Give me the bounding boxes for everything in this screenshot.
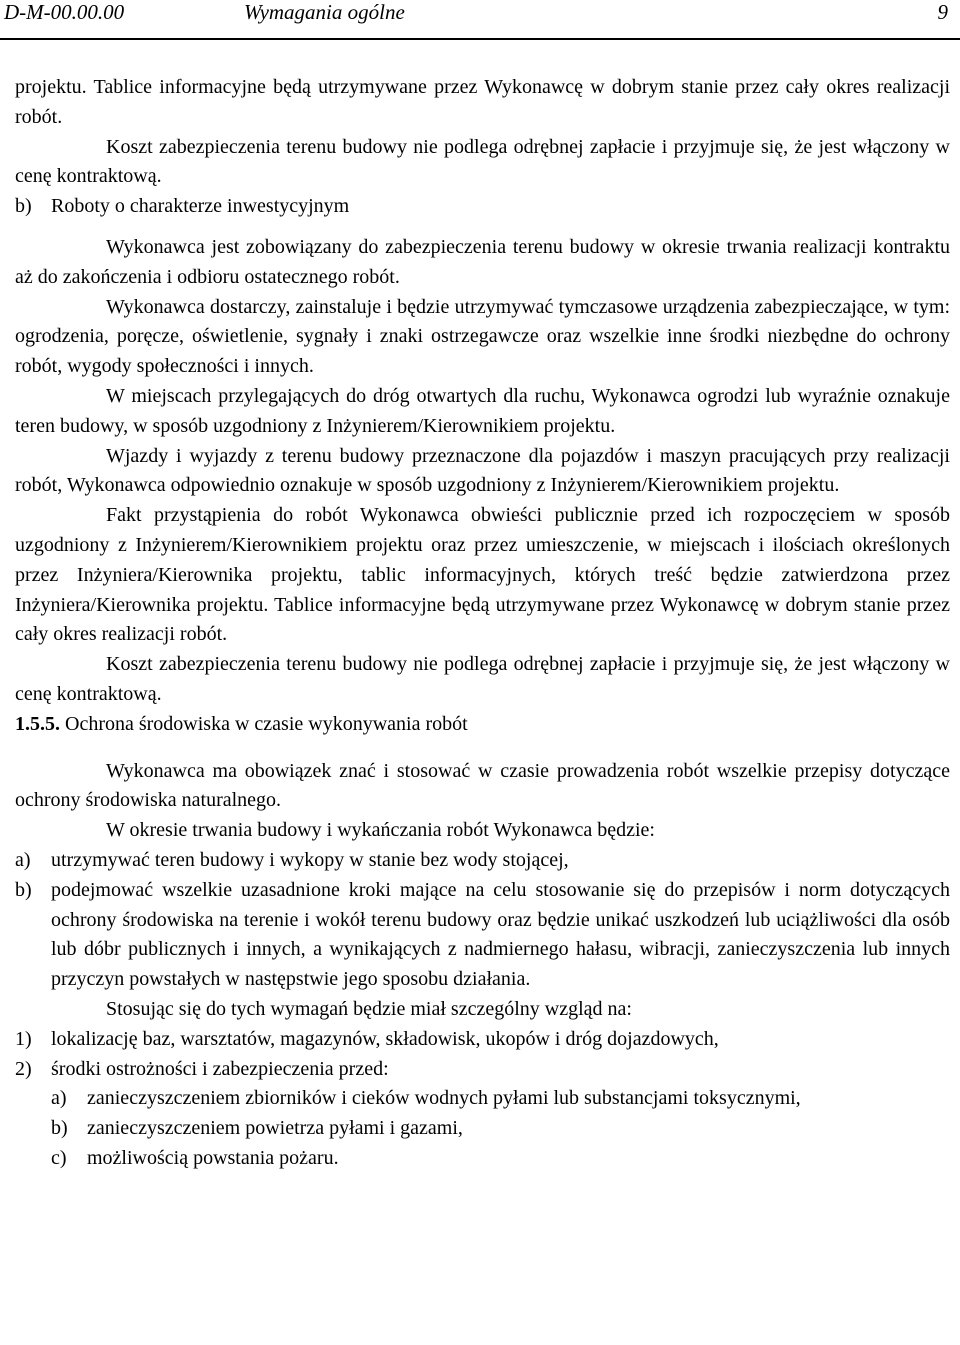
list-marker: b) [51, 1117, 68, 1140]
paragraph: Wykonawca ma obowiązek znać i stosować w czasie prowadzenia robót wszelkie przepisy dotyczące ochrony środowiska naturalnego. [15, 759, 950, 812]
list-item-text: utrzymywać teren budowy i wykopy w stanie bez wody stojącej, [51, 848, 569, 871]
page-header [0, 0, 960, 40]
sub-list-item [15, 1084, 950, 1114]
section-title: Ochrona środowiska w czasie wykonywania robót [65, 712, 468, 735]
list-marker: a) [15, 848, 31, 871]
paragraph: Stosując się do tych wymagań będzie miał szczególny wzgląd na: [106, 997, 632, 1020]
sub-list-item [15, 1114, 950, 1144]
subsection-title: Roboty o charakterze inwestycyjnym [51, 195, 350, 218]
list-marker: b) [15, 195, 32, 218]
list-marker: b) [15, 878, 32, 901]
list-item [15, 1025, 950, 1055]
document-title: Wymagania ogólne [244, 0, 405, 24]
paragraph: Koszt zabezpieczenia terenu budowy nie podlega odrębnej zapłacie i przyjmuje się, że jest włączony w cenę kontraktową. [15, 653, 950, 705]
list-item-text: zanieczyszczeniem powietrza pyłami i gazami, [87, 1117, 463, 1140]
paragraph: projektu. Tablice informacyjne będą utrzymywane przez Wykonawcę w dobrym stanie przez cały okres realizacji robót. [15, 76, 950, 128]
list-item-text: możliwością powstania pożaru. [87, 1146, 339, 1169]
paragraph: W okresie trwania budowy i wykańczania robót Wykonawca będzie: [106, 819, 655, 842]
list-item [15, 1055, 950, 1085]
document-code: D-M-00.00.00 [4, 0, 125, 24]
list-marker: c) [51, 1146, 67, 1169]
list-item [15, 876, 950, 995]
paragraph: Wjazdy i wyjazdy z terenu budowy przeznaczone dla pojazdów i maszyn pracujących przy realizacji robót, Wykonawca odpowiednio oznakuje w sposób uzgodniony z Inżynierem/Kierownikiem projektu. [15, 444, 950, 497]
paragraph: Fakt przystąpienia do robót Wykonawca obwieści publicznie przed ich rozpoczęciem w sposób uzgodniony z Inżynierem/Kierownikiem projektu oraz przez umieszczenie, w miejscach i ilościach określonych przez Inżyniera/Kierownika projektu, tablic informacyjnych, których treść będzie zatwierdzona przez Inżyniera/Kierownika projektu. Tablice informacyjne będą utrzymywane przez Wykonawcę w dobrym stanie przez cały okres realizacji robót. [15, 504, 950, 646]
list-item [15, 846, 950, 876]
list-marker: 2) [15, 1057, 32, 1080]
page-number: 9 [937, 0, 948, 24]
list-item-text: środki ostrożności i zabezpieczenia przed: [51, 1057, 389, 1080]
sub-list-item [15, 1144, 950, 1174]
paragraph: W miejscach przylegających do dróg otwartych dla ruchu, Wykonawca ogrodzi lub wyraźnie oznakuje teren budowy, w sposób uzgodniony z Inżynierem/Kierownikiem projektu. [15, 384, 950, 437]
list-item-text: podejmować wszelkie uzasadnione kroki mające na celu stosowanie się do przepisów i norm dotyczących ochrony środowiska na terenie i wokół terenu budowy oraz będzie unikać uszkodzeń lub uciążliwości dla osób lub dóbr publicznych i innych, a wynikających z nadmiernego hałasu, wibracji, zanieczyszczenia lub innych przyczyn powstałych w następstwie jego sposobu działania. [51, 878, 950, 991]
list-item-text: zanieczyszczeniem zbiorników i cieków wodnych pyłami lub substancjami toksycznymi, [87, 1087, 801, 1110]
paragraph: Wykonawca dostarczy, zainstaluje i będzie utrzymywać tymczasowe urządzenia zabezpieczające, w tym: ogrodzenia, poręcze, oświetlenie, sygnały i znaki ostrzegawcze oraz wszelkie inne środki niezbędne do ochrony robót, wygody społeczności i innych. [15, 295, 950, 378]
subsection-heading [15, 192, 950, 222]
paragraph: Wykonawca jest zobowiązany do zabezpieczenia terenu budowy w okresie trwania realizacji kontraktu aż do zakończenia i odbioru ostatecznego robót. [15, 235, 950, 288]
section-number: 1.5.5. [15, 712, 60, 735]
list-marker: 1) [15, 1027, 32, 1050]
section-heading [15, 710, 950, 740]
list-marker: a) [51, 1087, 67, 1110]
paragraph: Koszt zabezpieczenia terenu budowy nie podlega odrębnej zapłacie i przyjmuje się, że jest włączony w cenę kontraktową. [15, 135, 950, 188]
list-item-text: lokalizację baz, warsztatów, magazynów, składowisk, ukopów i dróg dojazdowych, [51, 1027, 719, 1050]
document-body [15, 73, 950, 1174]
